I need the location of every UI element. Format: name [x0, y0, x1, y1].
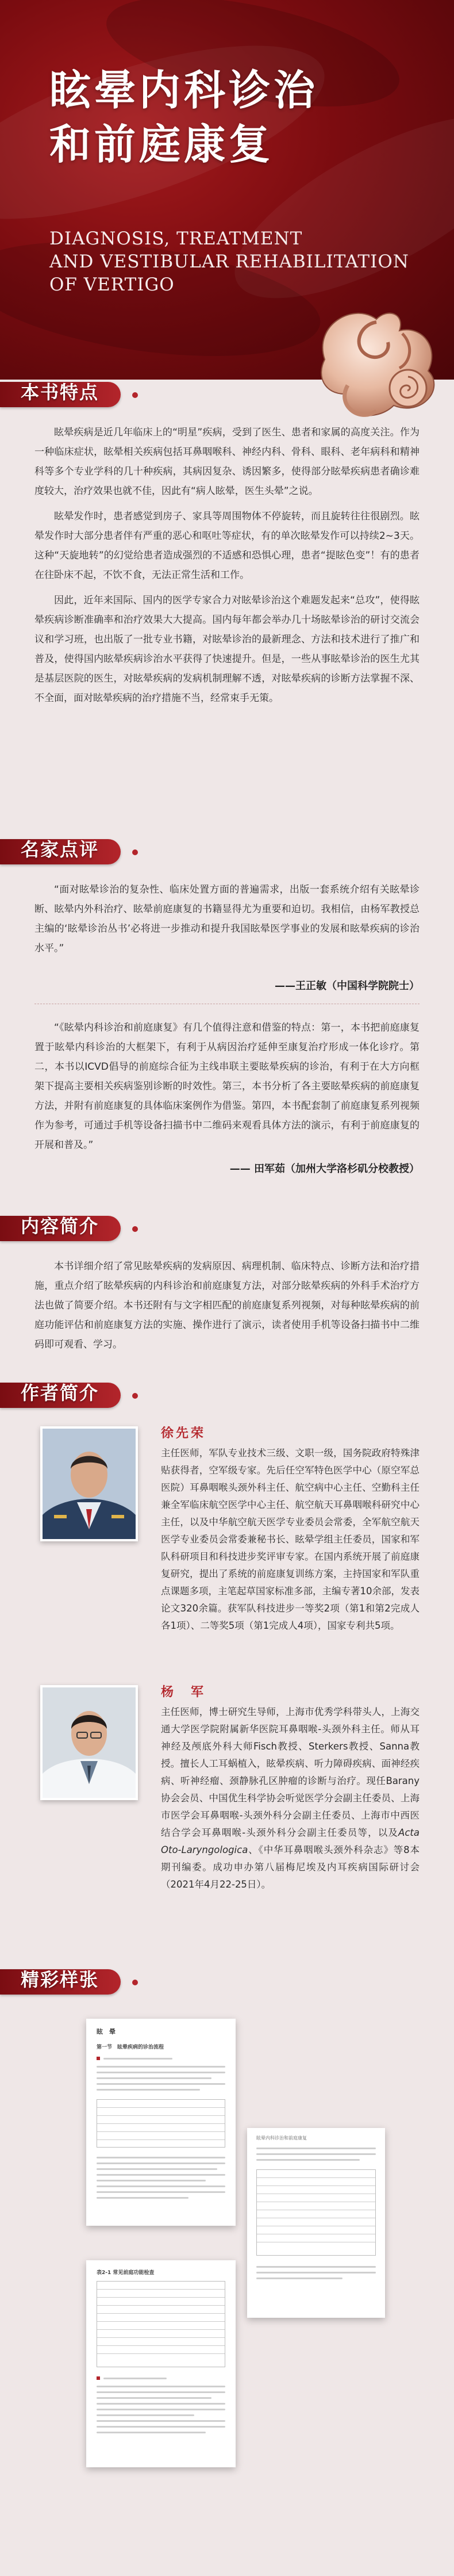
book-title-english: DIAGNOSIS, TREATMENT AND VESTIBULAR REHABILITATION OF VERTIGO [49, 228, 409, 295]
features-paragraph-1: 眩晕疾病是近几年临床上的“明星”疾病，受到了医生、患者和家属的高度关注。作为一种临床症状，眩晕相关疾病包括耳鼻咽喉科、神经内科、骨科、眼科、老年病科和精神科等多个专业学科的几十种疾病，其病因复杂、诱因繁多，使得部分眩晕疾病患者确诊难度较大，治疗效果也就不佳，因此有“病人眩晕，医生头晕”之说。 [34, 427, 420, 497]
review-quote-1: “面对眩晕诊治的复杂性、临床处置方面的普遍需求，出版一套系统介绍有关眩晕诊断、眩晕内外科治疗、眩晕前庭康复的书籍显得尤为重要和迫切。我相信，由杨军教授总主编的‘眩晕诊治丛书’必将进一步推动和提升我国眩晕医学事业的发展和眩晕疾病的诊治水平。” [34, 884, 420, 954]
inner-ear-illustration [290, 290, 454, 434]
section-header-reviews: 名家点评 [0, 831, 230, 868]
section-header-summary: 内容简介 [0, 1208, 230, 1245]
book-title-line-2: 和前庭康复 [49, 120, 274, 169]
author-photo-xu [40, 1426, 138, 1541]
author-name-xu: 徐先荣 [161, 1426, 206, 1441]
review-signature-1: ——王正敏（中国科学院院士） [275, 980, 420, 992]
features-paragraph-2: 眩晕发作时，患者感觉到房子、家具等周围物体不停旋转，而且旋转往往很剧烈。眩晕发作时大部分患者伴有严重的恶心和呕吐等症状，有的单次眩晕发作可以持续2~3天。这种“天旋地转”的幻觉给患者造成强烈的不适感和恐惧心理，患者“提眩色变”！有的患者在往卧床不起，不饮不食，无法正常生活和工作。 [34, 511, 420, 581]
journal-name: Acta Oto-Laryngologica [161, 1827, 420, 1855]
review-quote-2: “《眩晕内科诊治和前庭康复》有几个值得注意和借鉴的特点：第一，本书把前庭康复置于眩晕内科诊治的大框架下，有利于从病因治疗延伸至康复治疗形成一体化诊疗。第二，本书以ICVD倡导的前庭综合征为主线串联主要眩晕疾病的诊治，有利于在大方向框架下提高主要相关疾病鉴别诊断的时效性。第三，本书分析了各主要眩晕疾病的前庭康复方法，并附有前庭康复的具体临床案例作为借鉴。第四，本书配套制了前庭康复系列视频作为参考，可通过手机等设备扫描书中二维码来观看具体方法的演示，有利于前庭康复的开展和普及。” [34, 1022, 420, 1151]
section-header-authors: 作者简介 [0, 1375, 230, 1411]
review-signature-2: —— 田军茹（加州大学洛杉矶分校教授） [229, 1163, 420, 1175]
features-text [34, 423, 420, 714]
features-paragraph-3: 因此，近年来国际、国内的医学专家合力对眩晕诊治这个难题发起来“总攻”，使得眩晕疾病诊断准确率和治疗效果大大提高。国内每年都会举办几十场眩晕诊治的研讨交流会议和学习班，也出版了一批专业书籍，对眩晕诊治的最新理念、方法和技术进行了推广和普及，使得国内眩晕疾病诊治水平获得了快速提升。但是，一些从事眩晕诊治的医生尤其是基层医院的医生，对眩晕疾病的发病机制理解不透，对眩晕疾病的诊断方法掌握不深、不全面，面对眩晕疾病的治疗措施不当，经常束手无策。 [34, 595, 420, 704]
sample-page-3: 表2-1 常见前庭功能检查 [86, 2260, 236, 2467]
author-bio-yang: 主任医师，博士研究生导师，上海市优秀学科带头人，上海交通大学医学院附属新华医院耳鼻咽喉-头颈外科主任。师从耳神经及颅底外科大师Fisch教授、Sterkers教授、Sanna教授。擅长人工耳蜗植入，眩晕疾病、听力障碍疾病、面神经疾病、听神经瘤、颈静脉孔区肿瘤的诊断与治疗。现任Barany协会会员、中国优生科学协会听觉医学分会副主任委员、上海市医学会耳鼻咽喉-头颈外科分会副主任委员、上海市中西医结合学会耳鼻咽喉-头颈外科分会副主任委员等，以及Acta Oto-Laryngologica、《中华耳鼻咽喉头颈外科杂志》等8本期刊编委。成功申办第八届梅尼埃及内耳疾病国际研讨会（2021年4月22-25日）。 [161, 1706, 420, 1890]
sample-page-1: 眩 晕 第一节 眩晕疾病的诊治流程 [86, 2019, 236, 2226]
author-portrait-xu [43, 1429, 136, 1539]
author-bio-xu: 主任医师，军队专业技术三级、文职一级，国务院政府特殊津贴获得者，空军级专家。先后任空军特色医学中心（原空军总医院）耳鼻咽喉头颈外科主任、航空病中心主任、空勤科主任兼全军临床航空医学中心主任、航空航天耳鼻咽喉科研究中心主任，以及中华航空航天医学专业委员会常委，全军航空航天医学专业委员会常委兼秘书长、眩晕学组主任委员，国家和军队科研项目和科技进步奖评审专家。在国内系统开展了前庭康复研究，提出了系统的前庭康复训练方案，主持国家和军队重点课题多项，主笔起草国家标准多部，主编专著10余部，发表论文320余篇。获军队科技进步一等奖2项（第1和第2完成人各1项）、二等奖5项（第1完成人4项），国家专利共5项。 [161, 1448, 420, 1631]
section-header-features: 本书特点 [0, 374, 230, 411]
summary-text: 本书详细介绍了常见眩晕疾病的发病原因、病理机制、临床特点、诊断方法和治疗措施，重点介绍了眩晕疾病的内科诊治和前庭康复方法，对部分眩晕疾病的外科手术治疗方法也做了简要介绍。本书还附有与文字相匹配的前庭康复系列视频，对每种眩晕疾病的前庭功能评估和前庭康复方法的实施、操作进行了演示，读者使用手机等设备扫描书中二维码即可观看、学习。 [34, 1261, 420, 1350]
book-title [49, 63, 318, 171]
sample-page-2: 眩晕内科诊治和前庭康复 [247, 2128, 385, 2318]
author-name-yang: 杨 军 [161, 1685, 206, 1700]
section-header-samples: 精彩样张 [0, 1961, 230, 1998]
book-title-line-1: 眩晕内科诊治 [49, 66, 319, 114]
author-photo-yang [40, 1685, 138, 1800]
author-portrait-yang [43, 1687, 136, 1798]
